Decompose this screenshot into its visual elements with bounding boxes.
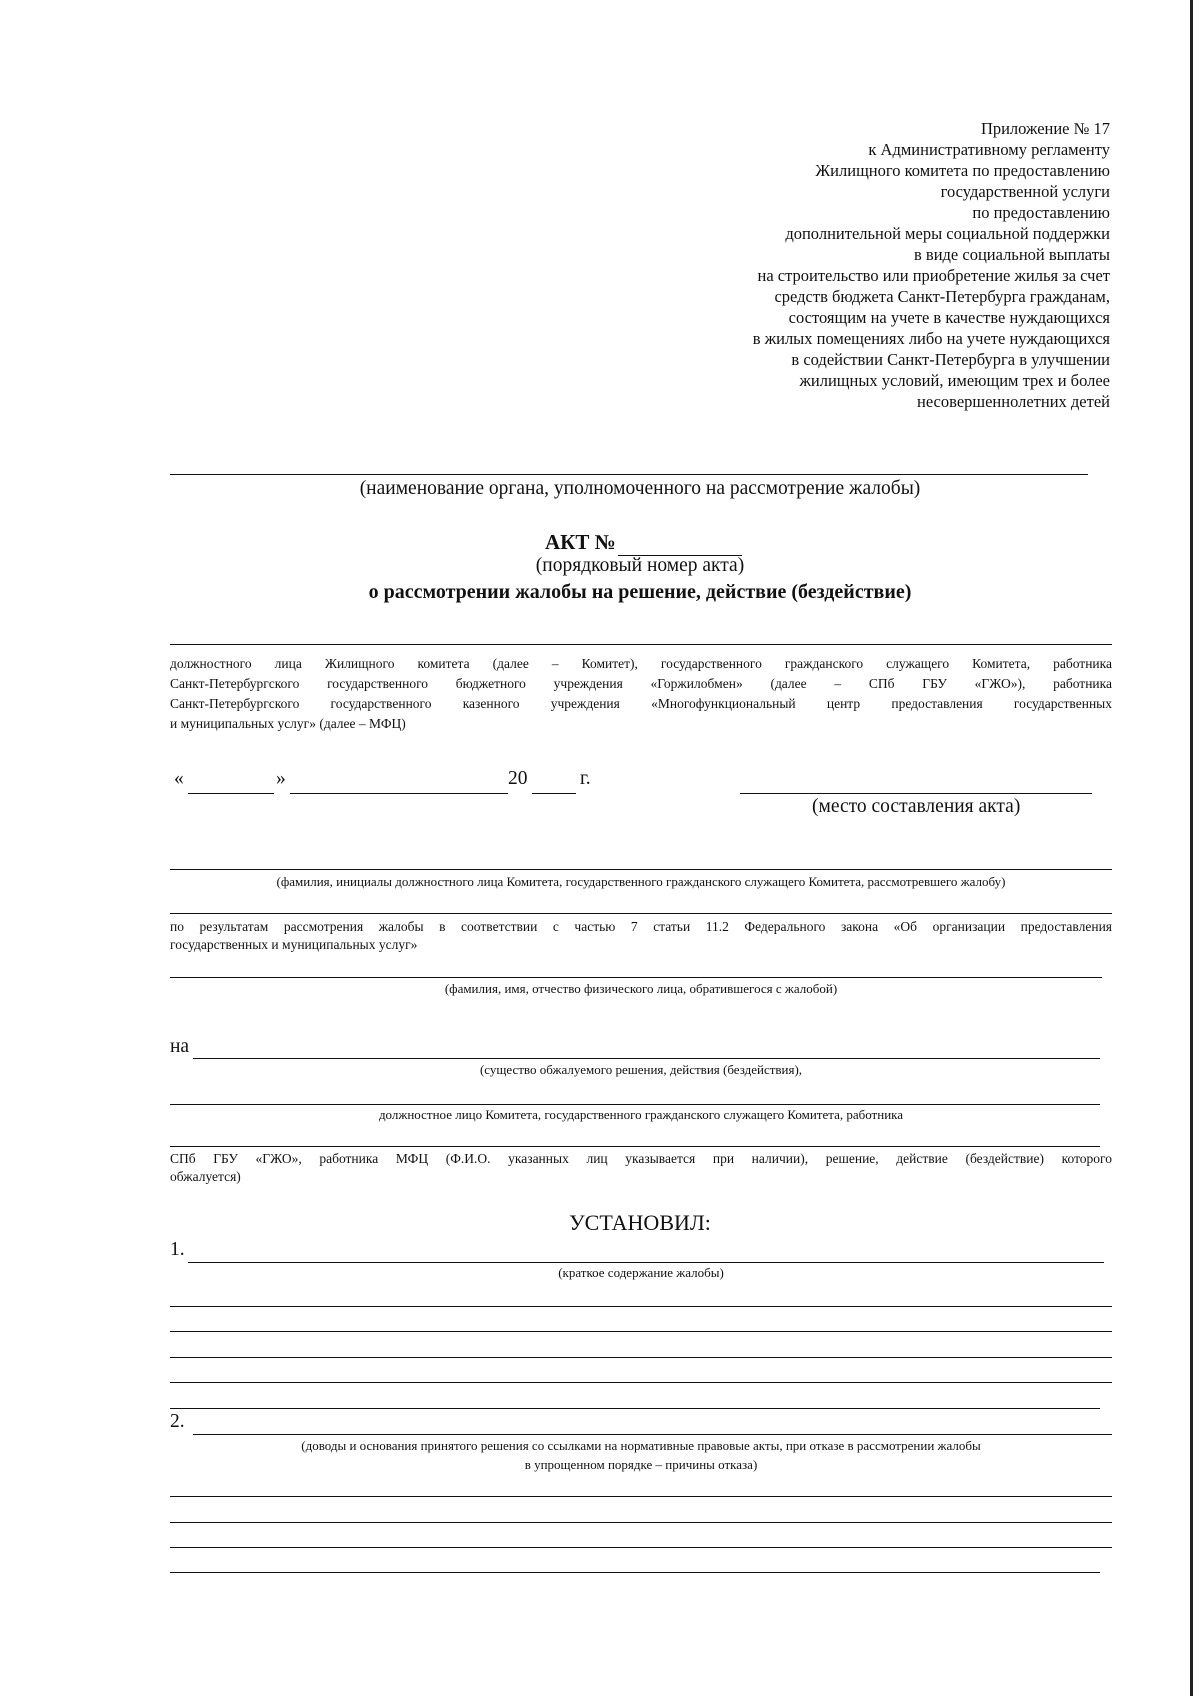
- appendix-line: к Административному регламенту: [868, 140, 1110, 159]
- scan-edge-line: [1190, 0, 1193, 1696]
- appendix-line: несовершеннолетних детей: [916, 392, 1110, 411]
- officials-text: Санкт-Петербургского государственного казенного учреждения «Многофункциональный центр предоставления государственных: [170, 696, 1112, 711]
- officials-text: Санкт-Петербургского государственного бюджетного учреждения «Горжилобмен» (далее – СПб ГБУ «ГЖО»), работника: [170, 676, 1112, 691]
- item2-caption: (доводы и основания принятого решения со ссылками на нормативные правовые акты, при отказе в рассмотрении жалобы: [301, 1438, 981, 1453]
- results-field[interactable]: [170, 913, 1112, 914]
- item1-extra-line[interactable]: [170, 1331, 1112, 1332]
- organ-name-caption: (наименование органа, уполномоченного на рассмотрение жалобы): [359, 478, 921, 499]
- act-subject: о рассмотрении жалобы на решение, действие (бездействие): [368, 581, 912, 603]
- date-day-field[interactable]: [188, 793, 274, 794]
- official-name-caption: (фамилия, инициалы должностного лица Комитета, государственного гражданского служащего Комитета, рассмотревшего жалобу): [276, 874, 1006, 889]
- officials-text: и муниципальных услуг» (далее – МФЦ): [170, 716, 406, 731]
- essence-caption: (существо обжалуемого решения, действия (бездействия),: [479, 1062, 803, 1077]
- date-month-field[interactable]: [290, 793, 508, 794]
- established-heading: УСТАНОВИЛ:: [569, 1210, 711, 1235]
- appendix-line: в виде социальной выплаты: [913, 245, 1110, 264]
- act-title: АКТ №: [545, 530, 616, 554]
- results-text: государственных и муниципальных услуг»: [170, 937, 418, 952]
- appendix-line: в жилых помещениях либо на учете нуждающихся: [752, 329, 1110, 348]
- item1-number: 1.: [170, 1239, 185, 1260]
- item2-number: 2.: [170, 1411, 185, 1432]
- item1-extra-line[interactable]: [170, 1357, 1112, 1358]
- item2-extra-line[interactable]: [170, 1522, 1112, 1523]
- appendix-line: государственной услуги: [940, 182, 1110, 201]
- date-year-prefix: 20: [508, 768, 528, 789]
- officials-text: должностного лица Жилищного комитета (далее – Комитет), государственного гражданского служащего Комитета, работника: [170, 656, 1112, 671]
- appendix-line: Приложение № 17: [980, 119, 1110, 138]
- place-caption: (место составления акта): [812, 796, 1021, 817]
- date-year-suffix: г.: [580, 768, 591, 789]
- item1-caption: (краткое содержание жалобы): [558, 1265, 724, 1280]
- appendix-line: жилищных условий, имеющим трех и более: [799, 371, 1110, 390]
- official-name-field[interactable]: [170, 869, 1112, 870]
- item1-extra-line[interactable]: [170, 1408, 1100, 1409]
- date-close-quote: »: [276, 768, 286, 789]
- applicant-caption: (фамилия, имя, отчество физического лица, обратившегося с жалобой): [444, 981, 838, 996]
- date-open-quote: «: [174, 768, 184, 789]
- gzho-text: СПб ГБУ «ГЖО», работника МФЦ (Ф.И.О. указанных лиц указывается при наличии), решение, действие (бездействие) которого: [170, 1151, 1112, 1166]
- appendix-line: на строительство или приобретение жилья за счет: [757, 266, 1110, 285]
- results-text: по результатам рассмотрения жалобы в соответствии с частью 7 статьи 11.2 Федерального закона «Об организации предоставления: [170, 919, 1112, 934]
- gzho-text: обжалуется): [170, 1169, 241, 1184]
- place-field[interactable]: [740, 793, 1092, 794]
- on-prefix: на: [170, 1036, 190, 1057]
- act-number-caption: (порядковый номер акта): [535, 555, 745, 576]
- item1-extra-line[interactable]: [170, 1382, 1112, 1383]
- appendix-line: по предоставлению: [972, 203, 1110, 222]
- item2-extra-line[interactable]: [170, 1547, 1112, 1548]
- applicant-field[interactable]: [170, 977, 1102, 978]
- appendix-line: в содействии Санкт-Петербурга в улучшении: [791, 350, 1110, 369]
- item2-extra-line[interactable]: [170, 1572, 1100, 1573]
- item2-extra-line[interactable]: [170, 1496, 1112, 1497]
- officials-field[interactable]: [170, 644, 1112, 645]
- official-field-2[interactable]: [170, 1104, 1100, 1105]
- date-year-field[interactable]: [532, 793, 576, 794]
- appendix-block: [590, 118, 1110, 412]
- appendix-line: средств бюджета Санкт-Петербурга гражданам,: [774, 287, 1110, 306]
- item2-field[interactable]: [193, 1434, 1112, 1435]
- organ-name-field[interactable]: [170, 474, 1088, 475]
- essence-field[interactable]: [193, 1058, 1100, 1059]
- appendix-line: состоящим на учете в качестве нуждающихся: [788, 308, 1110, 327]
- item1-extra-line[interactable]: [170, 1306, 1112, 1307]
- gzho-field[interactable]: [170, 1146, 1100, 1147]
- item1-field[interactable]: [188, 1262, 1104, 1263]
- official-caption-2: должностное лицо Комитета, государственного гражданского служащего Комитета, работника: [378, 1107, 904, 1122]
- appendix-line: Жилищного комитета по предоставлению: [815, 161, 1110, 180]
- appendix-line: дополнительной меры социальной поддержки: [785, 224, 1110, 243]
- item2-caption: в упрощенном порядке – причины отказа): [524, 1457, 758, 1472]
